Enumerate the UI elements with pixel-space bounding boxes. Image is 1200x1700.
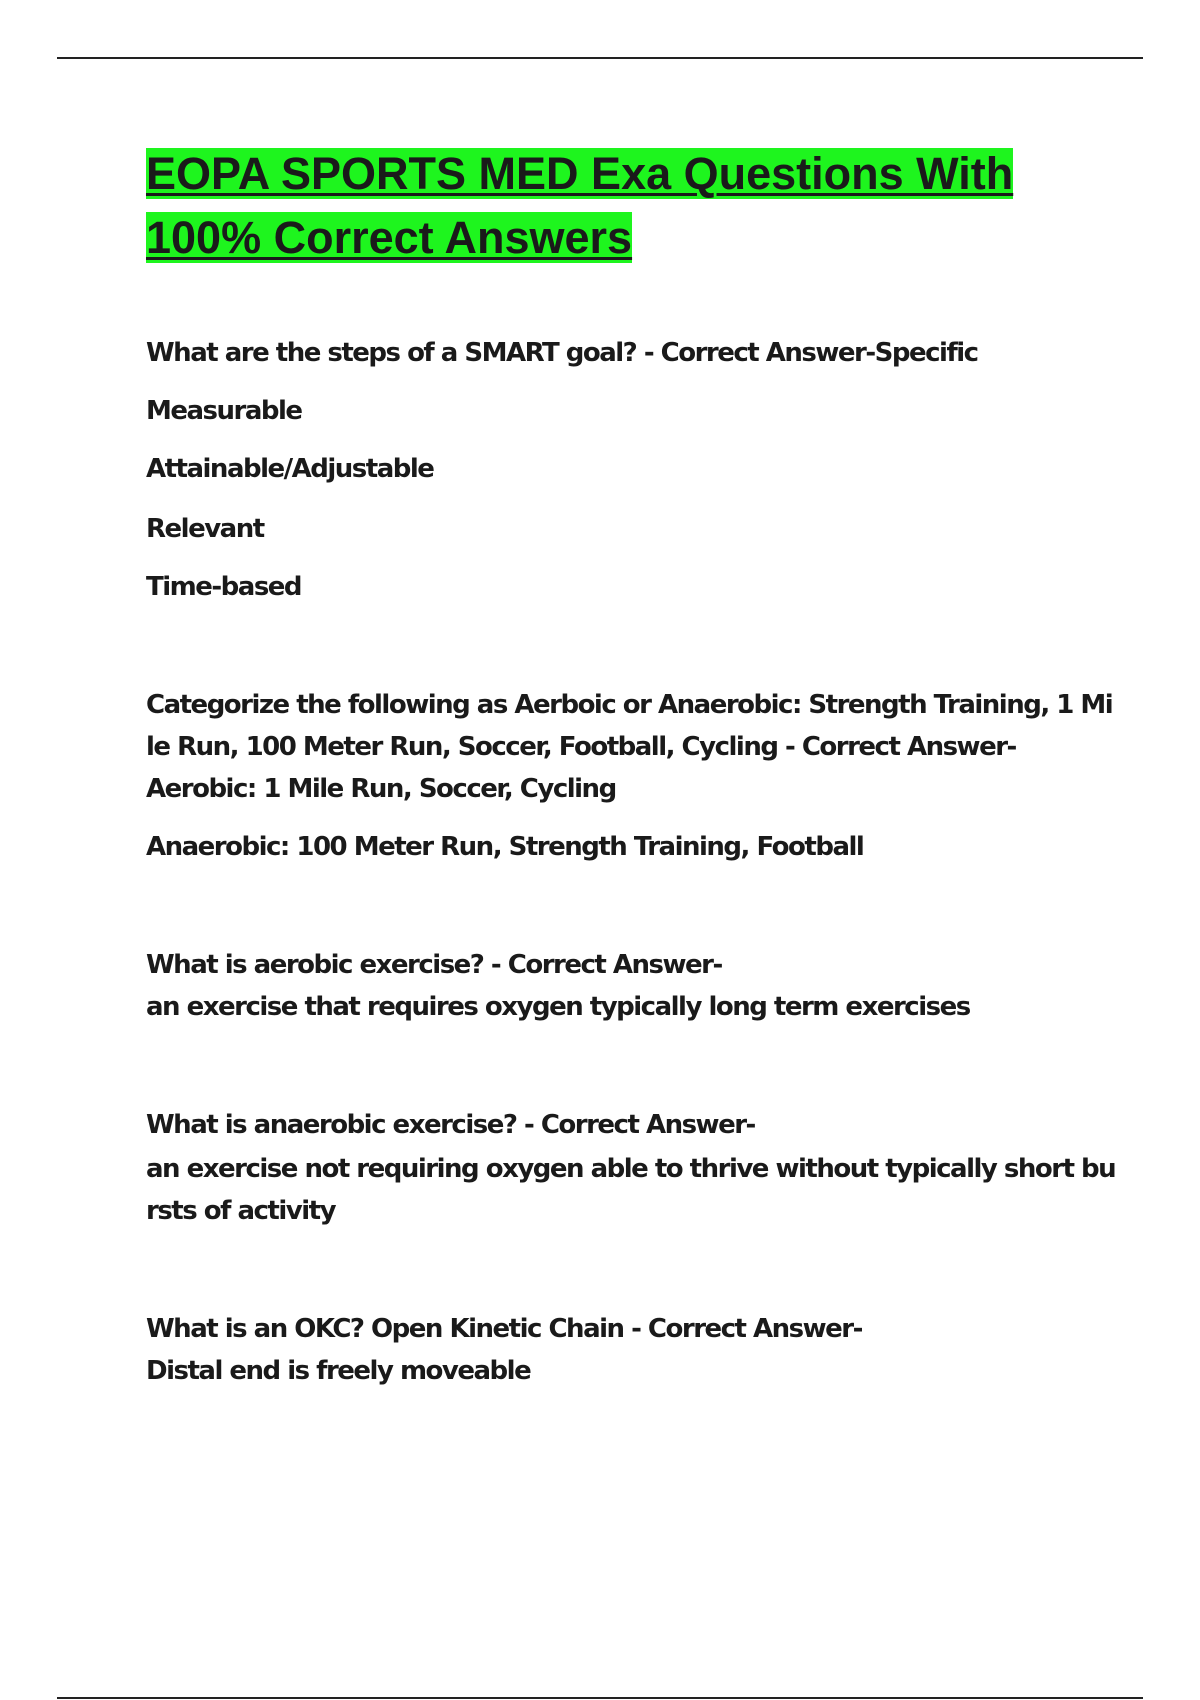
question-aerobic-exercise: What is aerobic exercise? - Correct Answer- bbox=[146, 950, 722, 980]
question-smart-goal: What are the steps of a SMART goal? - Correct Answer-Specific bbox=[146, 338, 978, 368]
question-okc: What is an OKC? Open Kinetic Chain - Correct Answer- bbox=[146, 1314, 862, 1344]
answer-line-measurable: Measurable bbox=[146, 396, 302, 426]
answer-line-relevant: Relevant bbox=[146, 514, 264, 544]
top-rule bbox=[57, 57, 1143, 59]
bottom-rule bbox=[57, 1697, 1143, 1699]
document-title bbox=[146, 142, 1106, 270]
question-categorize-line-1: Categorize the following as Aerboic or Anaerobic: Strength Training, 1 Mi bbox=[146, 690, 1113, 720]
answer-line-time-based: Time-based bbox=[146, 572, 302, 602]
question-anaerobic-exercise: What is anaerobic exercise? - Correct Answer- bbox=[146, 1110, 755, 1140]
answer-anaerobic-line-1: an exercise not requiring oxygen able to thrive without typically short bu bbox=[146, 1154, 1116, 1184]
answer-aerobic-exercise: an exercise that requires oxygen typically long term exercises bbox=[146, 992, 970, 1022]
answer-anaerobic-line-2: rsts of activity bbox=[146, 1196, 336, 1226]
answer-okc: Distal end is freely moveable bbox=[146, 1356, 531, 1386]
answer-line-attainable: Attainable/Adjustable bbox=[146, 454, 434, 484]
answer-anaerobic-list: Anaerobic: 100 Meter Run, Strength Training, Football bbox=[146, 832, 864, 862]
title-highlight: EOPA SPORTS MED Exa Questions With 100% Correct Answers bbox=[146, 148, 1014, 263]
answer-aerobic-list: Aerobic: 1 Mile Run, Soccer, Cycling bbox=[146, 774, 616, 804]
question-categorize-line-2: le Run, 100 Meter Run, Soccer, Football, Cycling - Correct Answer- bbox=[146, 732, 1016, 762]
